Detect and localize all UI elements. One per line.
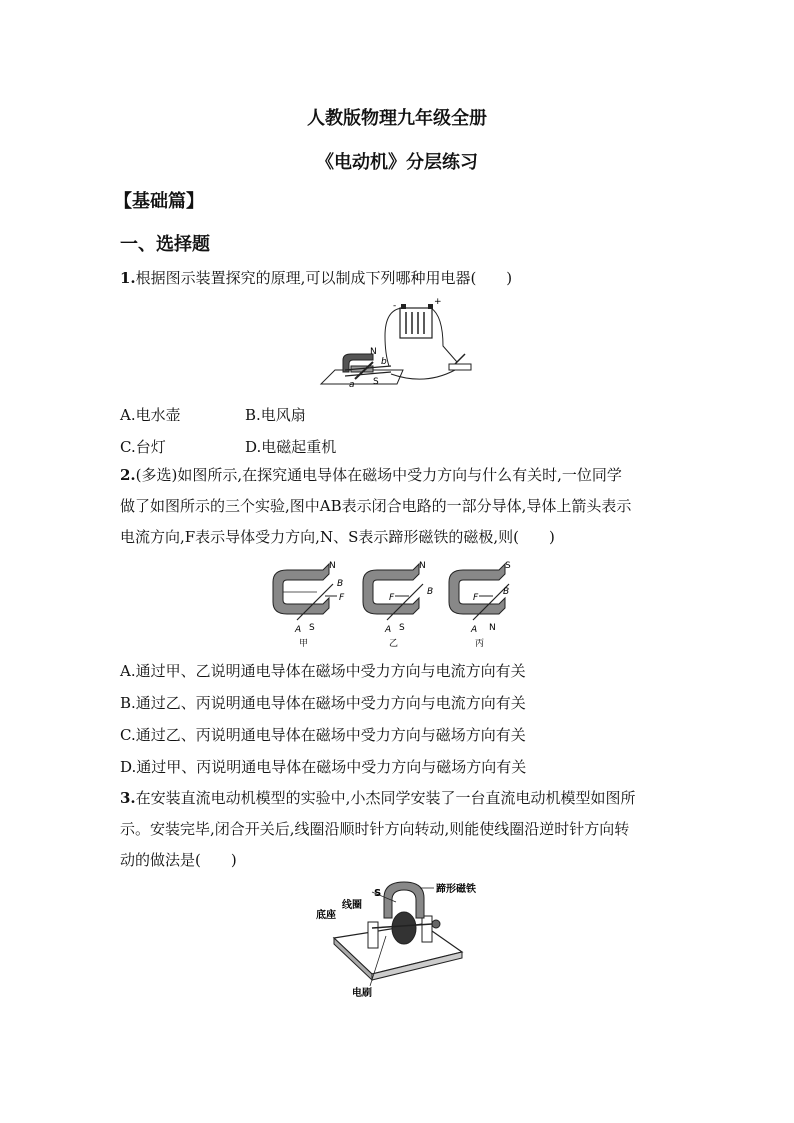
svg-text:S: S [309, 623, 315, 633]
svg-text:B: B [503, 587, 510, 597]
svg-text:N: N [329, 561, 336, 571]
part-heading: 一、选择题 [120, 234, 210, 255]
q2-figure-jia [273, 561, 345, 649]
question-2-number: 2. [120, 466, 136, 484]
svg-text:N: N [419, 561, 426, 571]
q3-magnet-label: 蹄形磁铁 [436, 884, 476, 895]
question-3-line: 3.在安装直流电动机模型的实验中,小杰同学安装了一台直流电动机模型如图所 [120, 789, 636, 807]
svg-text:甲: 甲 [299, 639, 309, 649]
svg-text:A: A [471, 625, 478, 635]
svg-text:A: A [295, 625, 302, 635]
svg-text:A: A [385, 625, 392, 635]
q1-plus-label: + [434, 297, 442, 307]
question-3-number: 3. [120, 789, 136, 807]
q2-option-b: B.通过乙、丙说明通电导体在磁场中受力方向与电流方向有关 [120, 694, 526, 712]
q3-coil [392, 912, 416, 944]
q1-option-b: B.电风扇 [245, 406, 306, 424]
question-3-line: 动的做法是( ) [120, 851, 237, 869]
q1-battery [400, 308, 432, 338]
svg-text:S: S [505, 561, 511, 571]
q2-figures [265, 560, 527, 652]
svg-text:N: N [489, 623, 496, 633]
q2-option-a: A.通过甲、乙说明通电导体在磁场中受力方向与电流方向有关 [120, 662, 526, 680]
q1-a-label: a [349, 380, 355, 390]
question-1-text: 根据图示装置探究的原理,可以制成下列哪种用电器( ) [135, 269, 513, 287]
q3-support [422, 916, 432, 942]
q2-figure-yi [363, 561, 433, 649]
svg-text:S: S [399, 623, 405, 633]
question-1-number: 1. [120, 269, 136, 287]
q1-n-label: N [370, 347, 377, 357]
q3-base-label: 底座 [316, 910, 336, 921]
q3-brush-label: 电刷 [352, 988, 372, 999]
q1-switch [449, 364, 471, 370]
q1-wire [431, 308, 457, 362]
q3-figure [312, 878, 492, 1000]
q3-coil-label: 线圈 [342, 900, 362, 911]
question-2 [120, 460, 678, 553]
q2-figure-bing [449, 561, 511, 649]
question-2-line: 做了如图所示的三个实验,图中AB表示闭合电路的一部分导体,导体上箭头表示 [120, 497, 632, 515]
svg-text:丙: 丙 [475, 639, 485, 649]
document-subtitle: 《电动机》分层练习 [316, 152, 478, 173]
q2-option-d: D.通过甲、丙说明通电导体在磁场中受力方向与磁场方向有关 [120, 758, 527, 776]
question-3 [120, 783, 678, 876]
q1-b-label: b [381, 357, 387, 367]
q1-s-label: S [373, 377, 379, 387]
question-1 [120, 263, 678, 294]
document-title: 人教版物理九年级全册 [307, 108, 487, 129]
svg-text:F: F [389, 593, 395, 603]
q3-support [368, 922, 378, 948]
q1-option-c: C.台灯 [120, 438, 166, 456]
q3-s-label: S [374, 888, 382, 899]
question-2-line: 2.(多选)如图所示,在探究通电导体在磁场中受力方向与什么有关时,一位同学 [120, 466, 622, 484]
question-3-line: 示。安装完毕,闭合开关后,线圈沿顺时针方向转动,则能使线圈沿逆时针方向转 [120, 820, 630, 838]
svg-text:F: F [339, 593, 345, 603]
q1-option-a: A.电水壶 [120, 406, 181, 424]
question-2-line: 电流方向,F表示导体受力方向,N、S表示蹄形磁铁的磁极,则( ) [120, 528, 555, 546]
svg-text:B: B [427, 587, 434, 597]
svg-text:乙: 乙 [389, 639, 399, 649]
q2-option-c: C.通过乙、丙说明通电导体在磁场中受力方向与磁场方向有关 [120, 726, 526, 744]
q1-minus-label: - [393, 301, 397, 311]
q1-option-d: D.电磁起重机 [245, 438, 337, 456]
svg-text:F: F [473, 593, 479, 603]
svg-text:B: B [337, 579, 344, 589]
q1-figure [315, 296, 485, 394]
section-heading: 【基础篇】 [114, 191, 204, 212]
